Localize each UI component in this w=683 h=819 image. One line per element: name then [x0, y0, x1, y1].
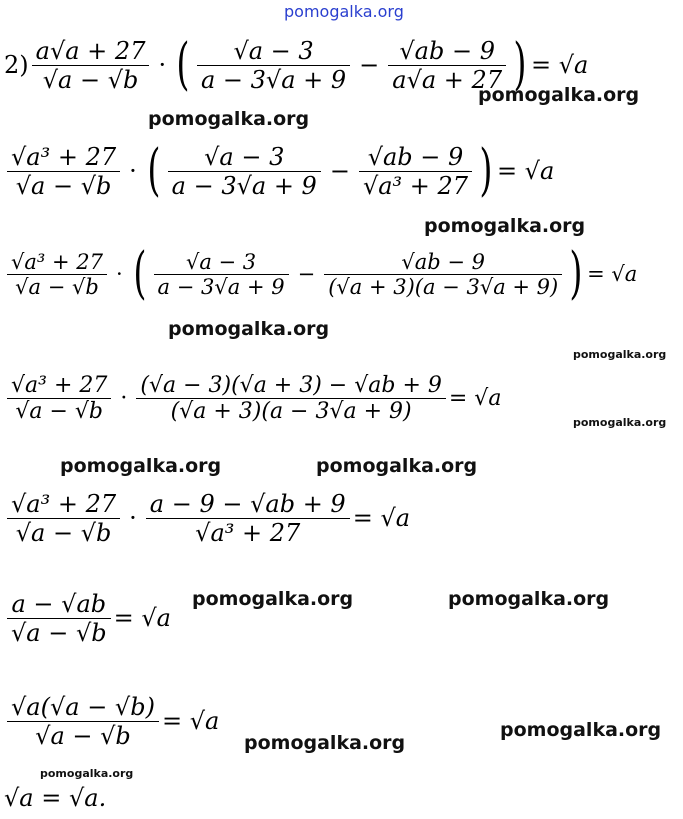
right-hand-side: = √a	[448, 385, 502, 411]
right-hand-side: = √a	[113, 604, 171, 632]
denominator: a√a + 27	[392, 65, 503, 94]
watermark: pomogalka.org	[478, 84, 640, 106]
multiply-dot: ·	[129, 504, 137, 532]
right-hand-side: = √a	[587, 262, 638, 286]
multiply-dot: ·	[116, 262, 123, 286]
fraction	[32, 37, 150, 94]
numerator: √ab − 9	[399, 36, 495, 65]
right-paren: )	[513, 32, 527, 97]
multiply-dot: ·	[129, 157, 137, 185]
numerator: √ab − 9	[401, 249, 486, 274]
numerator: a√a + 27	[35, 36, 146, 65]
denominator: √a − √b	[11, 618, 107, 647]
numerator: √a³ + 27	[11, 249, 103, 274]
watermark: pomogalka.org	[40, 767, 134, 780]
fraction	[7, 373, 111, 424]
right-hand-side: = √a	[530, 51, 589, 79]
denominator: √a − √b	[35, 721, 131, 750]
numerator: √a − 3	[233, 36, 314, 65]
left-paren: (	[176, 32, 190, 97]
numerator: √a − 3	[185, 249, 257, 274]
numerator: (√a − 3)(√a + 3) − √ab + 9	[140, 372, 442, 398]
watermark: pomogalka.org	[168, 318, 330, 340]
watermark-top: pomogalka.org	[284, 2, 404, 21]
denominator: a − 3√a + 9	[200, 65, 347, 94]
fraction	[168, 143, 321, 200]
numerator: √a(√a − √b)	[11, 692, 155, 721]
problem-label: 2)	[4, 51, 29, 79]
denominator: (√a + 3)(a − 3√a + 9)	[170, 398, 412, 424]
watermark: pomogalka.org	[573, 416, 667, 429]
denominator: √a³ + 27	[362, 171, 469, 200]
fraction	[7, 250, 107, 299]
watermark: pomogalka.org	[424, 215, 586, 237]
watermark: pomogalka.org	[573, 348, 667, 361]
denominator: a − 3√a + 9	[171, 171, 317, 200]
numerator: √ab − 9	[367, 142, 464, 171]
equation-result: √a = √a.	[4, 784, 107, 812]
denominator: √a − √b	[15, 518, 112, 547]
denominator: √a − √b	[15, 274, 99, 299]
equation-step-1	[4, 22, 588, 108]
watermark: pomogalka.org	[500, 719, 662, 741]
left-paren: (	[147, 138, 161, 203]
equation-step-2	[4, 128, 554, 214]
fraction	[7, 490, 120, 547]
watermark: pomogalka.org	[192, 588, 354, 610]
fraction	[7, 693, 159, 750]
numerator: √a − 3	[204, 142, 285, 171]
fraction	[136, 373, 446, 424]
denominator: √a³ + 27	[195, 518, 301, 547]
equation-step-4	[4, 348, 501, 448]
fraction	[324, 250, 562, 299]
right-hand-side: = √a	[496, 157, 555, 185]
equation-step-7	[4, 678, 219, 764]
fraction	[7, 590, 111, 647]
fraction	[154, 250, 289, 299]
numerator: √a³ + 27	[11, 372, 108, 398]
watermark: pomogalka.org	[316, 455, 478, 477]
numerator: √a³ + 27	[11, 489, 117, 518]
multiply-dot: ·	[120, 385, 128, 411]
denominator: a − 3√a + 9	[157, 274, 285, 299]
watermark: pomogalka.org	[148, 108, 310, 130]
fraction	[197, 37, 350, 94]
equation-step-3	[4, 228, 637, 320]
denominator: (√a + 3)(a − 3√a + 9)	[328, 274, 559, 299]
minus-sign: −	[297, 262, 316, 286]
equation-step-6	[4, 578, 171, 658]
multiply-dot: ·	[158, 51, 167, 79]
equation-step-5	[4, 476, 410, 560]
right-hand-side: = √a	[352, 504, 411, 532]
fraction	[7, 143, 120, 200]
watermark: pomogalka.org	[60, 455, 222, 477]
minus-sign: −	[329, 157, 350, 185]
fraction	[146, 490, 350, 547]
right-hand-side: = √a	[161, 707, 220, 735]
watermark: pomogalka.org	[244, 732, 406, 754]
minus-sign: −	[359, 51, 380, 79]
denominator: √a − √b	[15, 171, 112, 200]
numerator: a − 9 − √ab + 9	[149, 489, 346, 518]
fraction	[388, 37, 506, 94]
fraction	[359, 143, 472, 200]
left-paren: (	[133, 241, 147, 306]
numerator: a − √ab	[11, 589, 107, 618]
watermark: pomogalka.org	[448, 588, 610, 610]
denominator: √a − √b	[15, 398, 104, 424]
right-paren: )	[479, 138, 493, 203]
numerator: √a³ + 27	[11, 142, 117, 171]
right-paren: )	[569, 241, 583, 306]
denominator: √a − √b	[42, 65, 139, 94]
